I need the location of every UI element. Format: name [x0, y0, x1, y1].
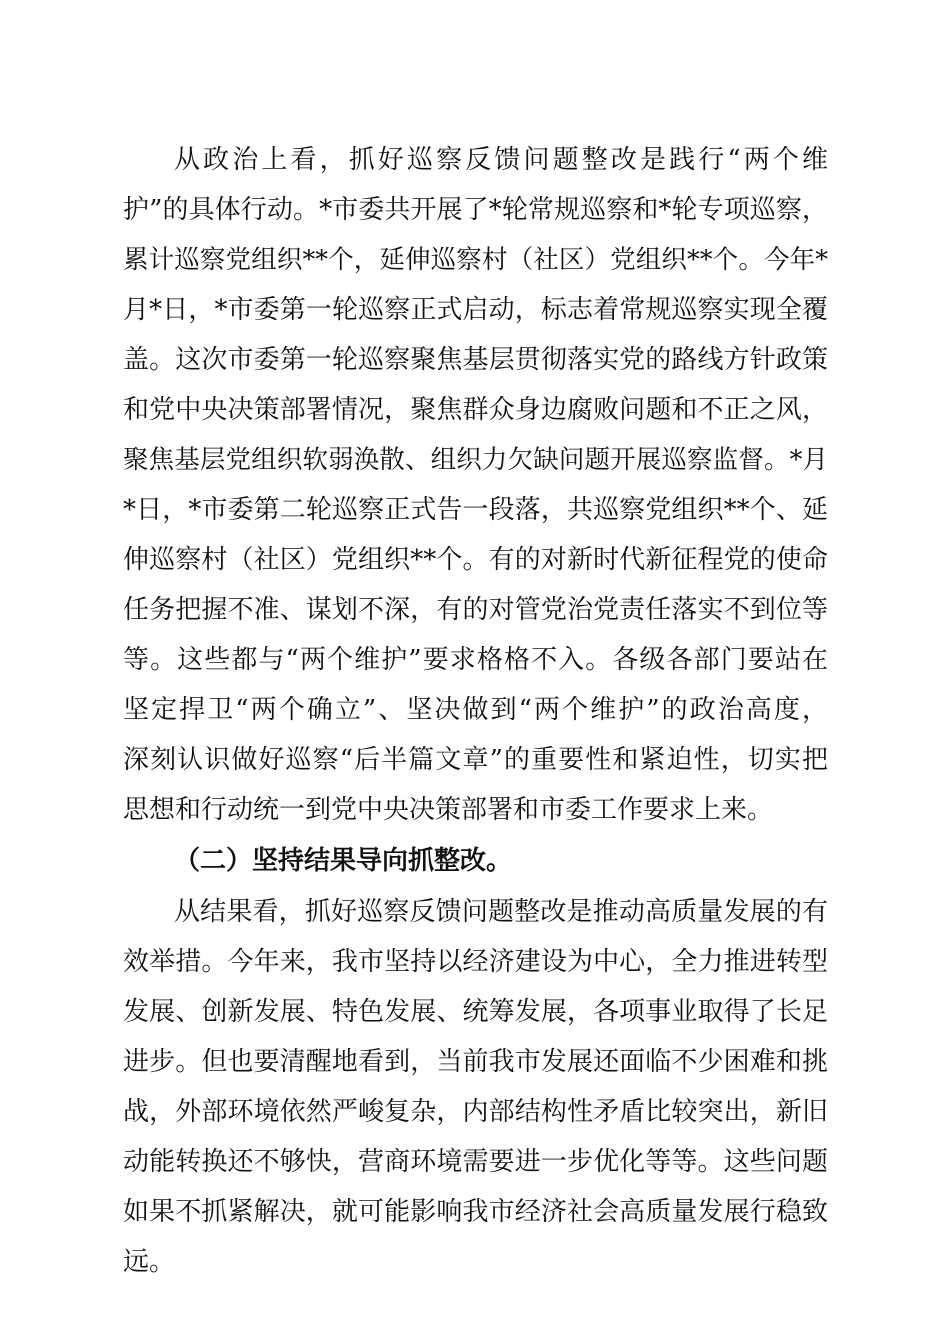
paragraph-2-line-8: 远。 [123, 1247, 176, 1277]
paragraph-1-line-5: 盖。这次市委第一轮巡察聚焦基层贯彻落实党的路线方针政策 [123, 345, 828, 375]
paragraph-1-line-9: 伸巡察村（社区）党组织**个。有的对新时代新征程党的使命 [123, 545, 828, 575]
paragraph-2-line-3: 发展、创新发展、特色发展、统筹发展，各项事业取得了长足 [123, 997, 828, 1027]
paragraph-2-line-6: 动能转换还不够快，营商环境需要进一步优化等等。这些问题 [123, 1147, 828, 1177]
paragraph-1-line-10: 任务把握不准、谋划不深，有的对管党治党责任落实不到位等 [123, 595, 828, 625]
paragraph-1-line-8: *日，*市委第二轮巡察正式告一段落，共巡察党组织**个、延 [123, 495, 828, 525]
paragraph-1-line-14: 思想和行动统一到党中央决策部署和市委工作要求上来。 [123, 795, 774, 825]
paragraph-1-line-13: 深刻认识做好巡察“后半篇文章”的重要性和紧迫性，切实把 [123, 745, 828, 775]
paragraph-1-line-2: 护”的具体行动。*市委共开展了*轮常规巡察和*轮专项巡察， [123, 195, 828, 225]
paragraph-1-line-1: 从政治上看，抓好巡察反馈问题整改是践行“两个维 [174, 145, 828, 175]
paragraph-2-line-7: 如果不抓紧解决，就可能影响我市经济社会高质量发展行稳致 [123, 1197, 828, 1227]
paragraph-2-line-5: 战，外部环境依然严峻复杂，内部结构性矛盾比较突出，新旧 [123, 1097, 828, 1127]
paragraph-1-line-3: 累计巡察党组织**个，延伸巡察村（社区）党组织**个。今年* [123, 245, 828, 275]
paragraph-1-line-4: 月*日，*市委第一轮巡察正式启动，标志着常规巡察实现全覆 [123, 295, 828, 325]
paragraph-2-line-2: 效举措。今年来，我市坚持以经济建设为中心，全力推进转型 [123, 947, 828, 977]
paragraph-2-line-1: 从结果看，抓好巡察反馈问题整改是推动高质量发展的有 [174, 897, 828, 927]
paragraph-2-line-4: 进步。但也要清醒地看到，当前我市发展还面临不少困难和挑 [123, 1047, 828, 1077]
paragraph-1-line-11: 等。这些都与“两个维护”要求格格不入。各级各部门要站在 [123, 645, 828, 675]
paragraph-1-line-7: 聚焦基层党组织软弱涣散、组织力欠缺问题开展巡察监督。*月 [123, 445, 828, 475]
paragraph-1-line-12: 坚定捍卫“两个确立”、坚决做到“两个维护”的政治高度， [123, 695, 828, 725]
section-heading-2: （二）坚持结果导向抓整改。 [174, 846, 513, 876]
paragraph-1-line-6: 和党中央决策部署情况，聚焦群众身边腐败问题和不正之风， [123, 395, 828, 425]
